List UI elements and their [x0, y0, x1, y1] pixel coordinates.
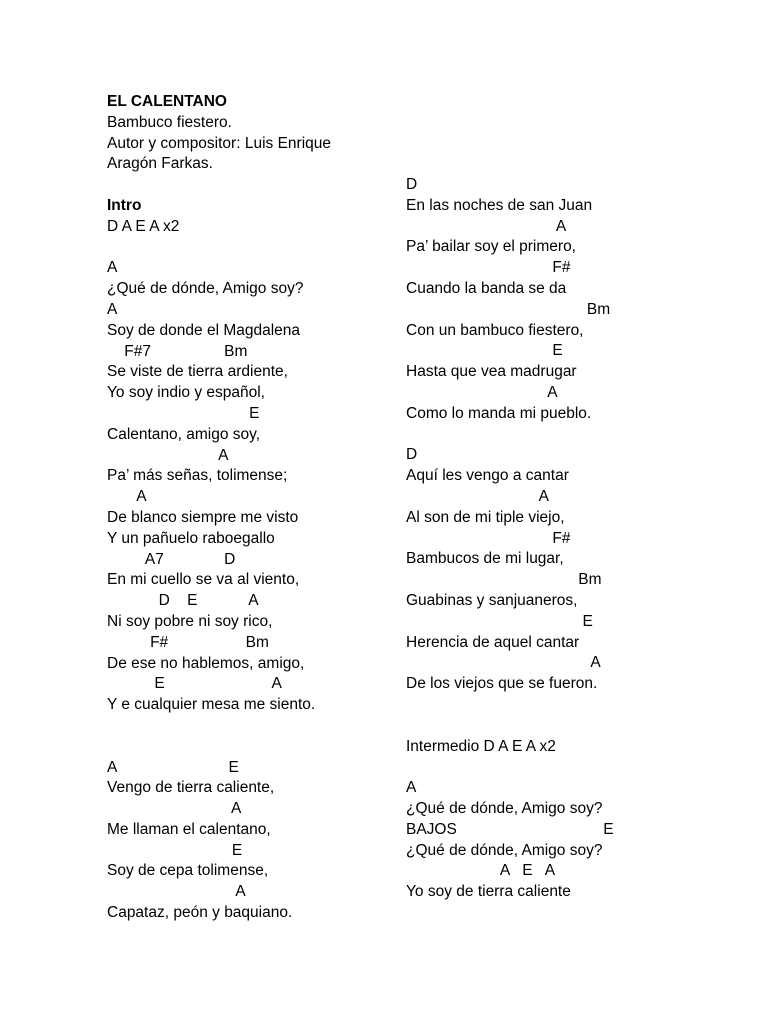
right-lyric-line: Con un bambuco fiestero,	[406, 321, 584, 339]
right-spacer	[406, 695, 676, 716]
right-chord-line: A	[406, 779, 417, 797]
left-chord-line: E	[107, 404, 260, 422]
right-chord-line: A	[406, 217, 567, 235]
left-lyric-line: Bambuco fiestero.	[107, 113, 232, 131]
left-chord-line: A	[107, 259, 118, 277]
left-lyric-line: D A E A x2	[107, 217, 180, 235]
right-lyric-line: Bambucos de mi lugar,	[406, 550, 564, 568]
left-chord-line: A	[107, 883, 246, 901]
left-lyric-line: Se viste de tierra ardiente,	[107, 363, 288, 381]
right-lyric-line: Cuando la banda se da	[406, 279, 567, 297]
left-column	[107, 92, 397, 924]
right-chord-line: E	[406, 342, 563, 360]
right-chord-line: Bm	[406, 300, 611, 318]
left-lyric-line: Yo soy indio y español,	[107, 384, 265, 402]
right-lyric-line: Intermedio D A E A x2	[406, 737, 556, 755]
left-lyric-line: Y un pañuelo raboegallo	[107, 529, 275, 547]
right-chord-line: A	[406, 654, 601, 672]
left-chord-line: A E	[107, 758, 239, 776]
left-lyric-line: ¿Qué de dónde, Amigo soy?	[107, 280, 304, 298]
left-chord-line: D E A	[107, 592, 259, 610]
right-chord-line: D	[406, 446, 418, 464]
left-lyric-line: Vengo de tierra caliente,	[107, 779, 275, 797]
left-spacer	[107, 238, 397, 259]
right-lyric-line: ¿Qué de dónde, Amigo soy?	[406, 799, 603, 817]
right-lyric-line: Hasta que vea madrugar	[406, 363, 577, 381]
right-chord-line: D	[406, 176, 418, 193]
left-lyric-line: En mi cuello se va al viento,	[107, 571, 300, 589]
right-lyric-line: Herencia de aquel cantar	[406, 633, 580, 651]
right-chord-line: F#	[406, 529, 571, 547]
left-chord-line: E A	[107, 675, 282, 693]
left-lyric-line: Aragón Farkas.	[107, 155, 213, 173]
right-chord-line: A E A	[406, 862, 556, 880]
left-lyric-line: Soy de donde el Magdalena	[107, 321, 301, 339]
left-chord-line: F# Bm	[107, 633, 269, 651]
left-lyric-line: Soy de cepa tolimense,	[107, 862, 269, 880]
left-lyric-line: Capataz, peón y baquiano.	[107, 904, 293, 922]
right-lyric-line: Guabinas y sanjuaneros,	[406, 591, 578, 609]
right-column	[406, 175, 676, 903]
right-lyric-line: Yo soy de tierra caliente	[406, 883, 571, 901]
right-lyric-line: ¿Qué de dónde, Amigo soy?	[406, 841, 603, 859]
left-chord-line: E	[107, 841, 243, 859]
right-chord-line: F#	[406, 259, 571, 277]
right-lyric-line: Al son de mi tiple viejo,	[406, 508, 565, 526]
left-spacer	[107, 737, 397, 758]
right-lyric-line: Como lo manda mi pueblo.	[406, 404, 592, 422]
right-chord-line: E	[406, 612, 593, 630]
left-heading: EL CALENTANO	[107, 93, 227, 110]
left-lyric-line: De ese no hablemos, amigo,	[107, 654, 305, 672]
right-chord-line: A	[406, 383, 558, 401]
right-spacer	[406, 757, 676, 778]
right-spacer	[406, 425, 676, 446]
right-spacer	[406, 716, 676, 737]
right-chord-line: Bm	[406, 571, 602, 589]
left-lyric-line: Autor y compositor: Luis Enrique	[107, 134, 331, 152]
left-spacer	[107, 716, 397, 737]
right-chord-line: A	[406, 487, 549, 505]
left-lyric-line: Ni soy pobre ni soy rico,	[107, 612, 273, 630]
left-spacer	[107, 175, 397, 196]
left-lyric-line: Calentano, amigo soy,	[107, 425, 261, 443]
left-lyric-line: De blanco siempre me visto	[107, 508, 299, 526]
right-lyric-line: BAJOS E	[406, 820, 614, 838]
left-heading: Intro	[107, 196, 142, 214]
left-chord-line: F#7 Bm	[107, 342, 248, 360]
left-lyric-line: Y e cualquier mesa me siento.	[107, 696, 316, 714]
left-lyric-line: Me llaman el calentano,	[107, 820, 271, 838]
left-chord-line: A	[107, 300, 118, 318]
left-chord-line: A7 D	[107, 550, 236, 568]
left-chord-line: A	[107, 488, 147, 506]
right-lyric-line: En las noches de san Juan	[406, 196, 593, 214]
left-lyric-line: Pa’ más señas, tolimense;	[107, 467, 288, 485]
right-lyric-line: Pa’ bailar soy el primero,	[406, 238, 576, 256]
left-chord-line: A	[107, 800, 242, 818]
left-chord-line: A	[107, 446, 229, 464]
right-lyric-line: Aquí les vengo a cantar	[406, 467, 569, 485]
right-lyric-line: De los viejos que se fueron.	[406, 675, 598, 693]
